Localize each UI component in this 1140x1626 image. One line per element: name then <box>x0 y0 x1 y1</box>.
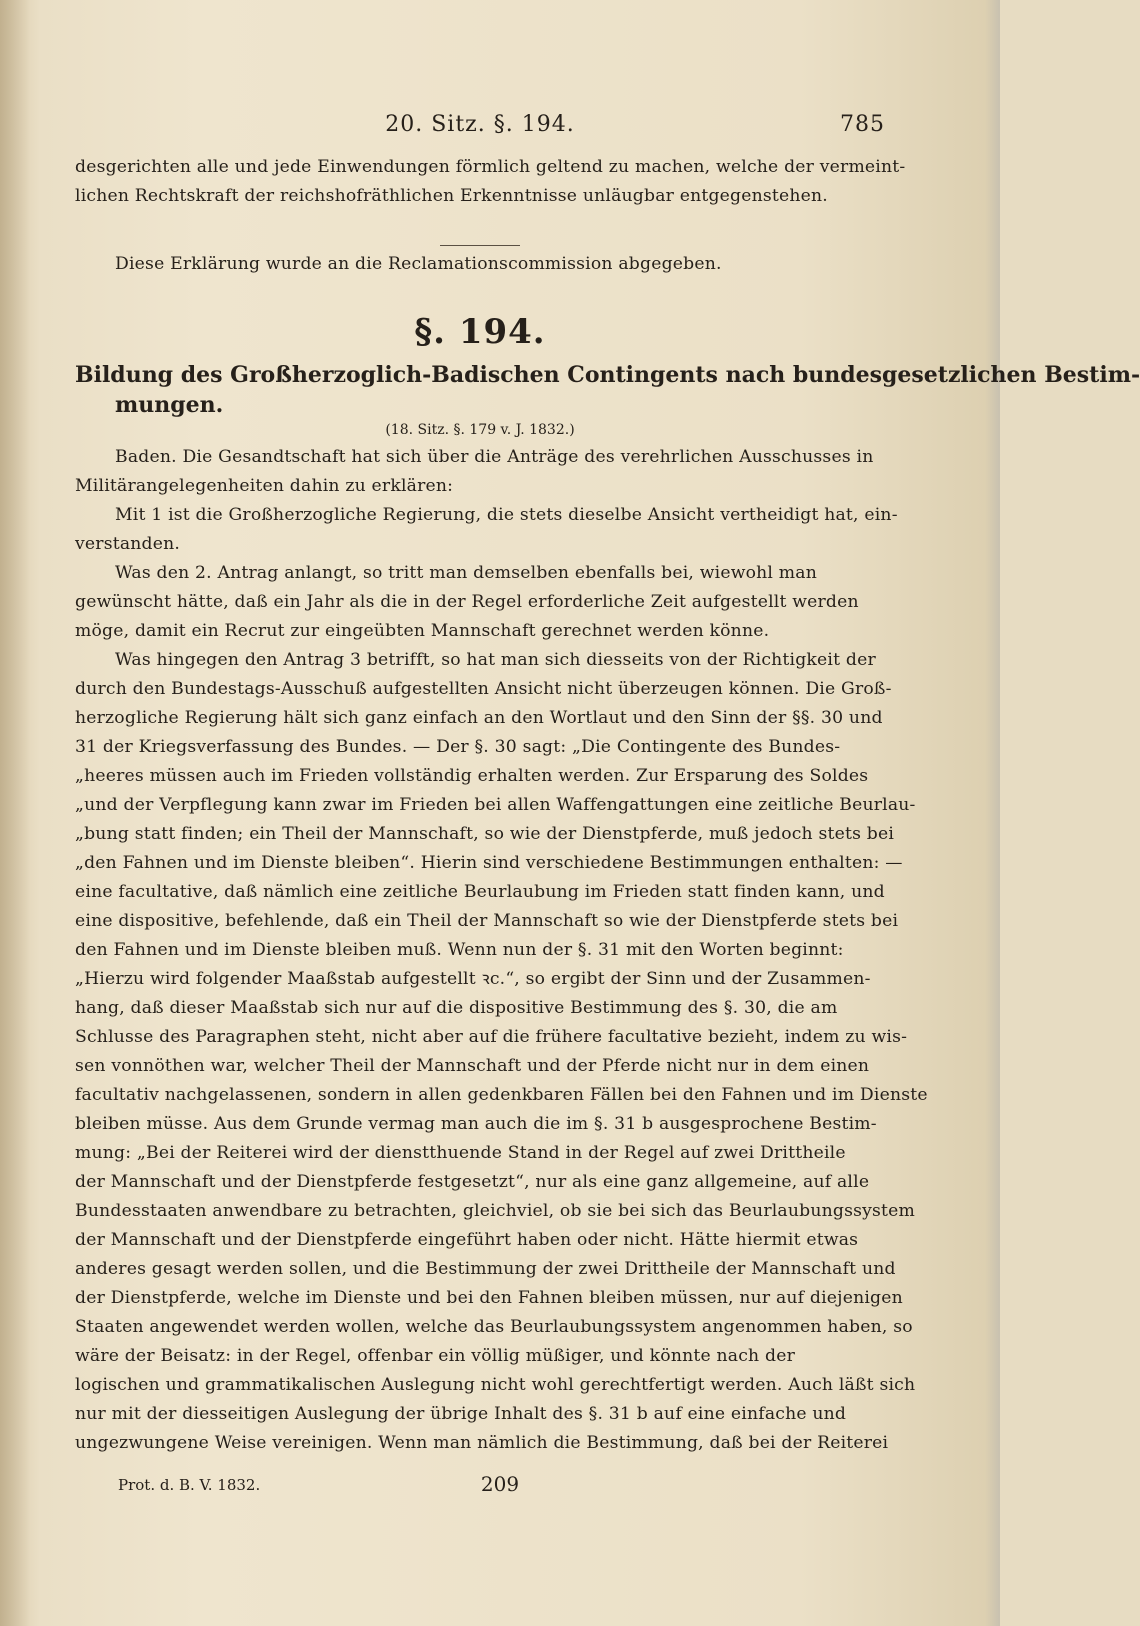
text-line: eine facultative, daß nämlich eine zeitliche Beurlaubung im Frieden statt finden kann, und <box>75 882 885 902</box>
binding-shadow <box>0 0 30 1626</box>
text-line: desgerichten alle und jede Einwendungen förmlich geltend zu machen, welche der vermeint- <box>75 157 906 177</box>
text-line: mung: „Bei der Reiterei wird der dienstthuende Stand in der Regel auf zwei Drittheile <box>75 1143 846 1163</box>
intro-paragraph <box>75 153 906 211</box>
text-line: Staaten angewendet werden wollen, welche das Beurlaubungssystem angenommen haben, so <box>75 1317 913 1337</box>
text-line: „den Fahnen und im Dienste bleiben“. Hierin sind verschiedene Bestimmungen enthalten: — <box>75 853 903 873</box>
text-line: herzogliche Regierung hält sich ganz einfach an den Wortlaut und den Sinn der §§. 30 und <box>75 708 883 728</box>
text-line: facultativ nachgelassenen, sondern in allen gedenkbaren Fällen bei den Fahnen und im Dienste <box>75 1085 928 1105</box>
section-number: §. 194. <box>414 312 546 352</box>
text-line: anderes gesagt werden sollen, und die Bestimmung der zwei Drittheile der Mannschaft und <box>75 1259 896 1279</box>
text-line: logischen und grammatikalischen Auslegung nicht wohl gerechtfertigt werden. Auch läßt sich <box>75 1375 916 1395</box>
text-line: „heeres müssen auch im Frieden vollständig erhalten werden. Zur Ersparung des Soldes <box>75 766 869 786</box>
footer-signature-number: 209 <box>480 1472 520 1496</box>
text-line: hang, daß dieser Maaßstab sich nur auf die dispositive Bestimmung des §. 30, die am <box>75 998 838 1018</box>
text-line: Was hingegen den Antrag 3 betrifft, so hat man sich diesseits von der Richtigkeit der <box>115 650 876 670</box>
text-line: durch den Bundestags-Ausschuß aufgestellten Ansicht nicht überzeugen können. Die Groß- <box>75 679 892 699</box>
note-paragraph <box>75 250 885 279</box>
text-line: Diese Erklärung wurde an die Reclamationscommission abgegeben. <box>115 254 722 274</box>
text-line: 31 der Kriegsverfassung des Bundes. — Der §. 30 sagt: „Die Contingente des Bundes- <box>75 737 841 757</box>
text-line: Mit 1 ist die Großherzogliche Regierung, die stets dieselbe Ansicht vertheidigt hat, ein- <box>115 505 898 525</box>
text-line: ungezwungene Weise vereinigen. Wenn man nämlich die Bestimmung, daß bei der Reiterei <box>75 1433 889 1453</box>
text-line: möge, damit ein Recrut zur eingeübten Mannschaft gerechnet werden könne. <box>75 621 770 641</box>
text-line: „und der Verpflegung kann zwar im Frieden bei allen Waffengattungen eine zeitliche Beurlau- <box>75 795 916 815</box>
text-line: Was den 2. Antrag anlangt, so tritt man demselben ebenfalls bei, wiewohl man <box>115 563 818 583</box>
text-line: gewünscht hätte, daß ein Jahr als die in der Regel erforderliche Zeit aufgestellt werden <box>75 592 859 612</box>
text-line: Militärangelegenheiten dahin zu erklären: <box>75 476 454 496</box>
running-head <box>75 112 885 142</box>
heading-line: mungen. <box>115 392 224 418</box>
section-heading <box>75 360 1140 420</box>
text-line: der Dienstpferde, welche im Dienste und bei den Fahnen bleiben müssen, nur auf diejenigen <box>75 1288 903 1308</box>
body-text <box>75 443 928 1458</box>
text-line: der Mannschaft und der Dienstpferde eingeführt haben oder nicht. Hätte hiermit etwas <box>75 1230 859 1250</box>
text-line: lichen Rechtskraft der reichshofräthlichen Erkenntnisse unläugbar entgegenstehen. <box>75 186 828 206</box>
text-line: verstanden. <box>75 534 181 554</box>
text-line: eine dispositive, befehlende, daß ein Theil der Mannschaft so wie der Dienstpferde stets bei <box>75 911 899 931</box>
text-line: nur mit der diesseitigen Auslegung der übrige Inhalt des §. 31 b auf eine einfache und <box>75 1404 847 1424</box>
heading-line: Bildung des Großherzoglich-Badischen Contingents nach bundesgesetzlichen Bestim- <box>75 362 1140 388</box>
text-line: Bundesstaaten anwendbare zu betrachten, gleichviel, ob sie bei sich das Beurlaubungssystem <box>75 1201 916 1221</box>
separator-rule <box>440 245 520 246</box>
text-line: sen vonnöthen war, welcher Theil der Mannschaft und der Pferde nicht nur in dem einen <box>75 1056 870 1076</box>
text-line: der Mannschaft und der Dienstpferde festgesetzt“, nur als eine ganz allgemeine, auf alle <box>75 1172 870 1192</box>
text-line: „bung statt finden; ein Theil der Mannschaft, so wie der Dienstpferde, muß jedoch stets bei <box>75 824 895 844</box>
text-line: wäre der Beisatz: in der Regel, offenbar ein völlig müßiger, und könnte nach der <box>75 1346 795 1366</box>
text-line: Baden. Die Gesandtschaft hat sich über die Anträge des verehrlichen Ausschusses in <box>115 447 874 467</box>
running-head-title: 20. Sitz. §. 194. <box>385 112 575 137</box>
text-line: den Fahnen und im Dienste bleiben muß. Wenn nun der §. 31 mit den Worten beginnt: <box>75 940 844 960</box>
text-line: „Hierzu wird folgender Maaßstab aufgestellt ꝛc.“, so ergibt der Sinn und der Zusammen- <box>75 969 871 989</box>
text-line: bleiben müsse. Aus dem Grunde vermag man auch die im §. 31 b ausgesprochene Bestim- <box>75 1114 877 1134</box>
footer-signature: Prot. d. B. V. 1832. <box>118 1476 261 1494</box>
page-number: 785 <box>840 112 885 137</box>
text-line: Schlusse des Paragraphen steht, nicht aber auf die frühere facultative bezieht, indem zu wis- <box>75 1027 908 1047</box>
section-reference: (18. Sitz. §. 179 v. J. 1832.) <box>385 422 575 438</box>
